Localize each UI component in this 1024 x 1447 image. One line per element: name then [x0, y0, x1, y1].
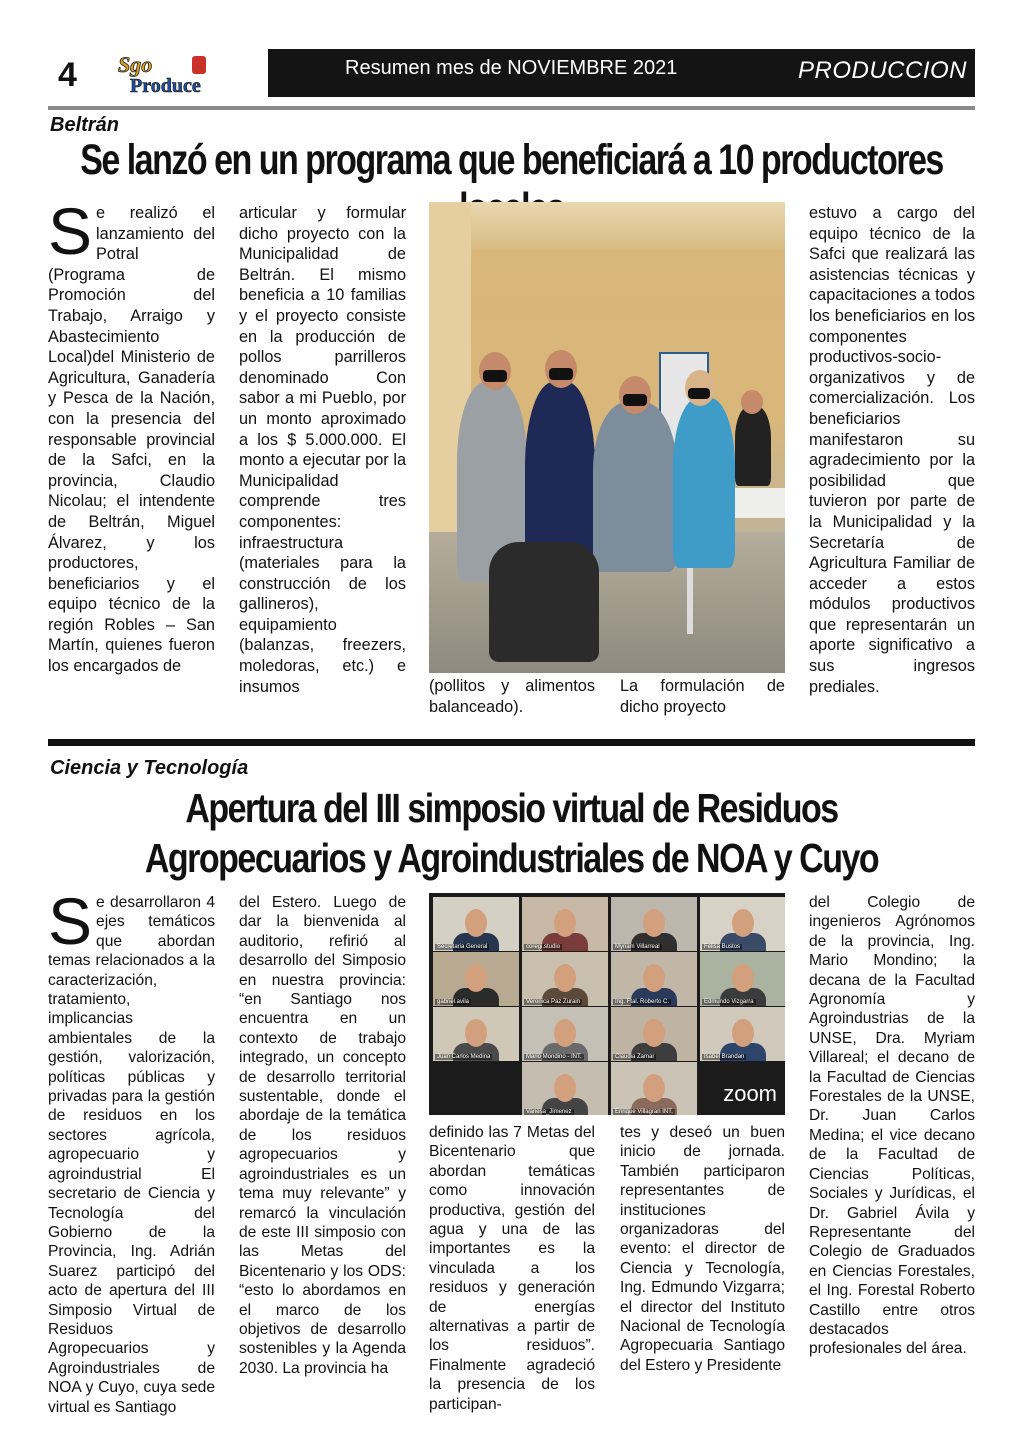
article1-column-1 — [48, 194, 215, 718]
header-divider — [48, 106, 975, 110]
participant-name: Isabel Brandan — [704, 1054, 745, 1060]
participant-face — [643, 909, 665, 937]
page-number: 4 — [58, 56, 77, 94]
article1-column-2: articular y formular dicho proyecto con la Municipalidad de Beltrán. El mismo beneficia a 10 familias y el proyecto consiste en la producción de pollos parrilleros denominado Con sabor a mi Pueblo, por un monto aproximado a los $ 5.000.000. El monto a ejecutar por la Municipalidad comprende tres componentes: infraestructura (materiales para la construcción de los gallineros), equipamiento (balanzas, freezers, moledoras, etc.) e insumos — [239, 204, 406, 696]
participant-name: Secretaria General — [437, 944, 488, 950]
photo-person-4 — [673, 398, 735, 568]
participant-name: gabriel.avila — [437, 999, 470, 1005]
participant-name: coregi.studio — [526, 944, 561, 950]
photo-mask-3 — [623, 394, 647, 406]
participant-name: Juan Carlos Medina — [437, 1054, 491, 1060]
photo-ceiling — [429, 202, 785, 250]
article1-col1-text: e realizó el lanzamiento del Potral (Programa de Promoción del Trabajo, Arraigo y Abastecimiento Local)del Ministerio de Agricultura, Ganadería y Pesca de la Nación, con la presencia del responsable provincial de la Safci, en la provincia, Claudio Nicolau; el intendente de Beltrán, Miguel Álvarez, y los productores, beneficiarios y el equipo técnico de la región Robles – San Martín, quienes fueron los encargados de — [48, 204, 215, 676]
participant-name: Veronica Paz Zurain — [526, 999, 581, 1005]
participant-name: Felisa Bustos — [704, 944, 741, 950]
article1-dropcap: S — [48, 194, 93, 268]
participant-tile — [522, 1062, 608, 1115]
participant-name: Edmundo Vizgarra — [704, 999, 754, 1005]
participant-name: Enrique Villagran INT. — [615, 1109, 673, 1115]
participant-face — [465, 964, 487, 992]
photo-chair — [489, 542, 599, 662]
participant-name: Ing. Ftal. Roberto C. — [615, 999, 670, 1005]
participant-face — [465, 909, 487, 937]
photo-mask-1 — [483, 370, 507, 382]
participant-tile — [611, 897, 697, 951]
logo-text-bottom: Produce — [130, 75, 201, 96]
participant-face — [732, 964, 754, 992]
photo-mask-2 — [549, 368, 573, 380]
article2-column-2: del Estero. Luego de dar la bienvenida al auditorio, refirió al desarrollo del Simposio en nuestra provincia: “en Santiago nos encuentra en un contexto de trabajo integrado, un concepto de desarrollo territorial sustentable, donde el abordaje de la temática de los residuos agropecuarios y agroindustriales es un tema muy relevante” y remarcó la vinculación de este III simposio con las Metas del Bicentenario y los ODS: “esto lo abordamos en el marco de los objetivos de desarrollo sostenibles y la Agenda 2030. La provincia ha — [239, 894, 406, 1377]
article2-column-3a: definido las 7 Metas del Bicentenario que abordan temáticas como innovación productiva, gestión del agua y una de las importantes es la vinculada a los residuos y generación de energías alternativas a partir de los residuos”. Finalmente agradeció la presencia de los participan- — [429, 1124, 595, 1413]
photo-mask-4 — [688, 388, 710, 399]
participant-face — [732, 909, 754, 937]
zoom-meeting-screenshot — [429, 893, 785, 1115]
header-bar — [268, 49, 975, 97]
article2-headline-line-1: Apertura del III simposio virtual de Residuos — [185, 786, 838, 832]
participant-face — [643, 964, 665, 992]
photo-person-5 — [735, 406, 771, 486]
participant-tile — [611, 952, 697, 1006]
summary-text: Resumen mes de NOVIEMBRE 2021 — [345, 57, 678, 79]
participant-face — [465, 1019, 487, 1047]
photo-head-5 — [741, 390, 763, 414]
participant-tile — [433, 1007, 519, 1061]
participant-tile — [433, 952, 519, 1006]
article2-column-4: del Colegio de ingenieros Agrónomos de la provincia, Ing. Mario Mondino; la decana de la Facultad Agronomía y Agroindustrias de la UNSE, Dra. Myriam Villareal; el decano de la Facultad de Ciencias Forestales de la UNSE, Dr. Juan Carlos Medina; el vice decano de la Facultad de Ciencias Políticas, Sociales y Jurídicas, el Dr. Gabriel Ávila y Representante del Colegio de Graduados en Ciencias Forestales, el Ing. Forestal Roberto Castillo entre otros destacados profesionales del área. — [809, 894, 975, 1358]
participant-name: Vanesa_Jimenez — [526, 1109, 572, 1115]
participant-tile — [700, 897, 785, 951]
participant-face — [643, 1074, 665, 1102]
participant-face — [554, 1074, 576, 1102]
article2-headline-line-2: Agropecuarios y Agroindustriales de NOA y Cuyo — [144, 836, 879, 882]
participant-face — [732, 1019, 754, 1047]
beltran-group-photo — [429, 202, 785, 673]
participant-name: Mario Mondino - INT. — [526, 1054, 582, 1060]
zoom-logo: zoom — [723, 1081, 777, 1106]
participant-face — [643, 1019, 665, 1047]
article1-column-4: estuvo a cargo del equipo técnico de la Safci que realizará las asistencias técnicas y capacitaciones a todos los beneficiarios en los componentes productivos-socio-organizativos y de comercialización. Los beneficiarios manifestaron su agradecimiento por la posibilidad que tuvieron por parte de la Municipalidad y la Secretaría de Agricultura Familiar de acceder a estos módulos productivos que representarán un aporte significativo a sus ingresos prediales. — [809, 204, 975, 696]
article2-col1-text: e desarrollaron 4 ejes temáticos que abordan temas relacionados a la caracterización, tratamiento, implicancias ambientales de la gestión, valorización, políticas públicas y privadas para la gestión de residuos en los sectores agrícola, agropecuario y agroindustrial El secretario de Ciencia y Tecnología del Gobierno de la Provincia, Ing. Adrián Suarez participó del acto de apertura del III Simposio Virtual de Residuos Agropecuarios y Agroindustriales de NOA y Cuyo, cuya sede virtual es Santiago — [48, 894, 215, 1416]
participant-face — [554, 909, 576, 937]
article2-section-label: Ciencia y Tecnología — [50, 757, 249, 779]
participant-name: Claudia Zamar — [615, 1054, 655, 1060]
participant-tile — [700, 952, 785, 1006]
participant-tile — [611, 1062, 697, 1115]
logo-text-top: Sgo — [118, 52, 153, 77]
article1-column-3a: (pollitos y alimentos balanceado). — [429, 677, 595, 716]
article1-section-label: Beltrán — [50, 114, 119, 136]
participant-face — [554, 964, 576, 992]
participant-face — [554, 1019, 576, 1047]
participant-tile — [522, 952, 608, 1006]
article2-dropcap: S — [48, 884, 93, 958]
article-divider — [48, 739, 975, 746]
sgo-produce-logo — [112, 52, 260, 96]
participant-tile — [522, 897, 608, 951]
article1-column-3b: La formulación de dicho proyecto — [620, 677, 785, 716]
photo-person-3 — [593, 402, 677, 572]
participant-tile — [433, 897, 519, 951]
participant-tile — [700, 1007, 785, 1061]
article2-column-3b: tes y deseó un buen inicio de jornada. También participaron representantes de instituciones organizadoras del evento: el director de Ciencia y Tecnología, Ing. Edmundo Vizgarra; el director del Instituto Nacional de Tecnología Agropecuaria Santiago del Estero y Presidente — [620, 1124, 785, 1374]
participant-tile — [522, 1007, 608, 1061]
participant-name: Myriam Villarreal — [615, 944, 660, 950]
article1-headline: Se lanzó en un programa que beneficiará a 10 productores — [80, 136, 943, 184]
section-title: PRODUCCION — [797, 57, 967, 84]
article2-column-1 — [48, 884, 215, 1416]
participant-tile — [611, 1007, 697, 1061]
